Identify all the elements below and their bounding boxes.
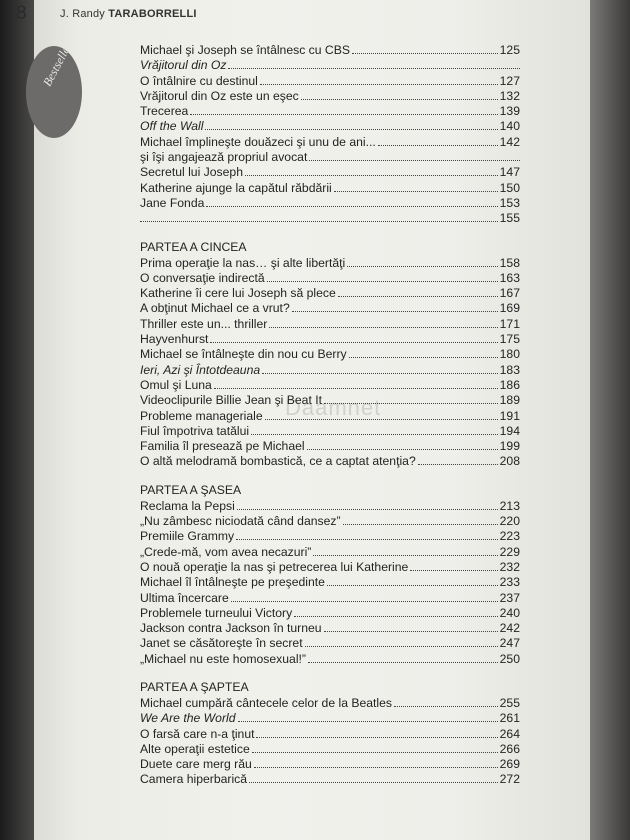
toc-entry-title: Trecerea xyxy=(140,104,189,119)
toc-entry[interactable] xyxy=(140,772,520,787)
dot-leader xyxy=(349,357,498,358)
toc-entry-page: 242 xyxy=(499,621,520,636)
toc-entry-title: Janet se căsătoreşte în secret xyxy=(140,636,303,651)
dot-leader xyxy=(249,782,498,783)
toc-entry[interactable] xyxy=(140,742,520,757)
toc-entry-page: 194 xyxy=(499,423,520,438)
toc-entry-page: 163 xyxy=(499,270,520,285)
toc-entry-title: Michael se întâlneşte din nou cu Berry xyxy=(140,347,347,362)
part-heading: PARTEA A ŞAPTEA xyxy=(140,679,249,694)
toc-entry[interactable] xyxy=(140,757,520,772)
dot-leader xyxy=(262,373,498,374)
toc-entry-title: A obţinut Michael ce a vrut? xyxy=(140,301,290,316)
toc-entry[interactable] xyxy=(140,696,520,711)
toc-entry-page: 132 xyxy=(499,88,520,103)
toc-entry-page: 261 xyxy=(499,711,520,726)
toc-entry[interactable] xyxy=(140,119,520,134)
toc-entry-title: Alte operaţii estetice xyxy=(140,741,250,756)
dot-leader xyxy=(231,601,498,602)
toc-entry-page: 213 xyxy=(499,498,520,513)
toc-entry-title: Videoclipurile Billie Jean şi Beat It xyxy=(140,393,323,408)
toc-entry-title: Prima operaţie la nas… şi alte libertăţi xyxy=(140,255,346,270)
badge-text: Bestseller xyxy=(40,40,75,89)
toc-entry-page: 240 xyxy=(499,605,520,620)
toc-entry-page: 139 xyxy=(499,104,520,119)
toc-entry-page: 142 xyxy=(499,134,520,149)
toc-entry[interactable] xyxy=(140,529,520,544)
dot-leader xyxy=(140,221,498,222)
bestseller-badge xyxy=(26,40,82,138)
toc-entry-title: Familia îl presează pe Michael xyxy=(140,439,305,454)
toc-entry[interactable] xyxy=(140,332,520,347)
toc-entry-page: 155 xyxy=(499,211,520,226)
toc-entry-page: 237 xyxy=(499,590,520,605)
toc-entry-page: 223 xyxy=(499,529,520,544)
toc-entry-page: 208 xyxy=(499,454,520,469)
dot-leader xyxy=(308,662,498,663)
toc-entry-title: Fiul împotriva tatălui xyxy=(140,423,250,438)
toc-entry[interactable] xyxy=(140,424,520,439)
toc-entry-title: O nouă operaţie la nas şi petrecerea lui Katherine xyxy=(140,559,409,574)
toc-entry[interactable] xyxy=(140,514,520,529)
dot-leader xyxy=(352,53,498,54)
toc-entry[interactable] xyxy=(140,454,520,469)
dot-leader xyxy=(294,616,498,617)
toc-entry[interactable] xyxy=(140,363,520,378)
toc-entry[interactable] xyxy=(140,393,520,408)
toc-entry-page: 147 xyxy=(499,165,520,180)
toc-entry-title: Probleme manageriale xyxy=(140,408,263,423)
dot-leader xyxy=(251,434,498,435)
toc-entry-title: O farsă care n-a ţinut xyxy=(140,726,255,741)
toc-entry-page: 250 xyxy=(499,651,520,666)
part-heading: PARTEA A ŞASEA xyxy=(140,482,242,497)
toc-entry[interactable] xyxy=(140,591,520,606)
toc-entry-title: O altă melodramă bombastică, ce a captat atenţia? xyxy=(140,454,416,469)
author-last-name: TARABORRELLI xyxy=(108,8,197,20)
toc-entry-title: Michael îl întâlneşte pe preşedinte xyxy=(140,575,325,590)
toc-entry[interactable] xyxy=(140,560,520,575)
toc-entry[interactable] xyxy=(140,606,520,621)
dot-leader xyxy=(269,327,498,328)
toc-entry[interactable] xyxy=(140,652,520,667)
toc-entry-page: 255 xyxy=(499,695,520,710)
toc-entry[interactable] xyxy=(140,499,520,514)
toc-entry[interactable] xyxy=(140,711,520,726)
toc-entry-page: 269 xyxy=(499,757,520,772)
dot-leader xyxy=(394,706,498,707)
toc-entry-page: 199 xyxy=(499,439,520,454)
toc-entry-page: 153 xyxy=(499,195,520,210)
toc-entry-title: Vrăjitorul din Oz este un eşec xyxy=(140,88,299,103)
toc-entry-page: 189 xyxy=(499,393,520,408)
toc-entry[interactable] xyxy=(140,301,520,316)
dot-leader xyxy=(292,311,498,312)
dot-leader xyxy=(378,145,498,146)
dot-leader xyxy=(190,114,498,115)
dot-leader xyxy=(260,84,498,85)
toc-entry-title: Ieri, Azi şi Întotdeauna xyxy=(140,362,261,377)
toc-entry[interactable] xyxy=(140,727,520,742)
toc-entry-page: 247 xyxy=(499,636,520,651)
toc-entry-title: Vrăjitorul din Oz xyxy=(140,58,227,73)
toc-entry[interactable] xyxy=(140,150,520,165)
toc-entry[interactable] xyxy=(140,43,520,58)
author-first-name: J. Randy xyxy=(60,8,106,20)
toc-entry-page: 180 xyxy=(499,347,520,362)
toc-entry-title: Ultima încercare xyxy=(140,590,229,605)
toc-entry-title: Michael împlineşte douăzeci şi unu de ani... xyxy=(140,134,376,149)
dot-leader xyxy=(338,296,498,297)
part-heading: PARTEA A CINCEA xyxy=(140,239,247,254)
dot-leader xyxy=(347,266,498,267)
toc-entry-title: Thriller este un... thriller xyxy=(140,316,268,331)
toc-entry-title: O întâlnire cu destinul xyxy=(140,73,258,88)
dot-leader xyxy=(410,570,498,571)
toc-entry[interactable] xyxy=(140,135,520,150)
toc-entry-title: Reclama la Pepsi xyxy=(140,498,235,513)
toc-entry[interactable] xyxy=(140,636,520,651)
toc-entry[interactable] xyxy=(140,347,520,362)
dot-leader xyxy=(343,524,498,525)
toc-entry[interactable] xyxy=(140,196,520,211)
toc-entry-title: O conversaţie indirectă xyxy=(140,270,265,285)
toc-entry[interactable] xyxy=(140,409,520,424)
toc-entry-page: 183 xyxy=(499,362,520,377)
dot-leader xyxy=(313,555,498,556)
toc-entry-page: 272 xyxy=(499,772,520,787)
toc-entry-title: Michael cumpără cântecele celor de la Beatles xyxy=(140,695,393,710)
dot-leader xyxy=(334,191,498,192)
dot-leader xyxy=(210,342,498,343)
toc-entry-page: 266 xyxy=(499,741,520,756)
toc-entry-page: 186 xyxy=(499,377,520,392)
toc-entry-page: 220 xyxy=(499,514,520,529)
toc-entry-page: 125 xyxy=(499,43,520,57)
toc-entry[interactable] xyxy=(140,74,520,89)
toc-entry-page: 167 xyxy=(499,286,520,301)
toc-entry-title: „Nu zâmbesc niciodată când dansez” xyxy=(140,514,341,529)
table-of-contents xyxy=(140,43,520,788)
toc-entry[interactable] xyxy=(140,104,520,119)
toc-entry-title: Katherine îi cere lui Joseph să plece xyxy=(140,286,336,301)
toc-entry-title: „Crede-mă, vom avea necazuri” xyxy=(140,544,312,559)
toc-entry-page: 175 xyxy=(499,332,520,347)
toc-entry-title: Michael şi Joseph se întâlnesc cu CBS xyxy=(140,43,350,57)
dot-leader xyxy=(214,388,498,389)
toc-entry-page: 140 xyxy=(499,119,520,134)
toc-entry-title: Jane Fonda xyxy=(140,195,205,210)
dot-leader xyxy=(301,99,498,100)
toc-entry[interactable] xyxy=(140,575,520,590)
toc-entry-title: Katherine ajunge la capătul răbdării xyxy=(140,180,332,195)
toc-entry-title: We Are the World xyxy=(140,711,236,726)
toc-entry[interactable] xyxy=(140,439,520,454)
toc-entry-title: Hayvenhurst xyxy=(140,332,209,347)
toc-entry-page: 171 xyxy=(499,316,520,331)
dot-leader xyxy=(238,721,498,722)
toc-entry-page: 169 xyxy=(499,301,520,316)
dot-leader xyxy=(228,68,520,69)
dot-leader xyxy=(236,539,498,540)
dot-leader xyxy=(327,585,498,586)
toc-entry[interactable] xyxy=(140,317,520,332)
dot-leader xyxy=(305,646,498,647)
dot-leader xyxy=(256,737,498,738)
toc-entry-page: 127 xyxy=(499,73,520,88)
toc-entry-page: 191 xyxy=(499,408,520,423)
dot-leader xyxy=(324,403,498,404)
dot-leader xyxy=(324,631,498,632)
toc-entry[interactable] xyxy=(140,165,520,180)
toc-entry[interactable] xyxy=(140,378,520,393)
toc-entry-title: Duete care merg rău xyxy=(140,757,252,772)
dot-leader xyxy=(307,449,498,450)
toc-entry[interactable] xyxy=(140,89,520,104)
toc-entry-title: Premiile Grammy xyxy=(140,529,235,544)
toc-entry-title: Jackson contra Jackson în turneu xyxy=(140,621,322,636)
toc-entry-title: şi îşi angajează propriul avocat xyxy=(140,150,308,165)
toc-entry-title: Problemele turneului Victory xyxy=(140,605,293,620)
toc-entry[interactable] xyxy=(140,286,520,301)
toc-entry-title: Off the Wall xyxy=(140,119,204,134)
toc-entry-page: 232 xyxy=(499,559,520,574)
toc-entry[interactable] xyxy=(140,211,520,226)
dot-leader xyxy=(252,752,498,753)
toc-entry-title: Omul şi Luna xyxy=(140,377,212,392)
toc-entry[interactable] xyxy=(140,256,520,271)
watermark: Daamnet xyxy=(285,395,382,420)
dot-leader xyxy=(309,160,520,161)
toc-entry[interactable] xyxy=(140,621,520,636)
running-header xyxy=(60,8,197,20)
dot-leader xyxy=(418,464,498,465)
toc-entry-title: „Michael nu este homosexual!” xyxy=(140,651,306,666)
dot-leader xyxy=(237,509,498,510)
toc-entry-page: 229 xyxy=(499,544,520,559)
page-number: 8 xyxy=(16,3,27,24)
dot-leader xyxy=(267,281,498,282)
toc-entry-page: 150 xyxy=(499,180,520,195)
toc-entry-title: Camera hiperbarică xyxy=(140,772,248,787)
toc-entry[interactable] xyxy=(140,545,520,560)
dot-leader xyxy=(254,767,498,768)
dot-leader xyxy=(205,129,498,130)
dot-leader xyxy=(265,419,498,420)
toc-entry-page: 158 xyxy=(499,255,520,270)
toc-entry-page: 264 xyxy=(499,726,520,741)
toc-entry[interactable] xyxy=(140,271,520,286)
toc-entry[interactable] xyxy=(140,181,520,196)
toc-entry-page: 233 xyxy=(499,575,520,590)
toc-entry-title: Secretul lui Joseph xyxy=(140,165,243,180)
dot-leader xyxy=(206,206,498,207)
page-edge xyxy=(590,0,630,840)
toc-entry[interactable] xyxy=(140,58,520,73)
book-gutter xyxy=(0,0,34,840)
dot-leader xyxy=(245,175,498,176)
